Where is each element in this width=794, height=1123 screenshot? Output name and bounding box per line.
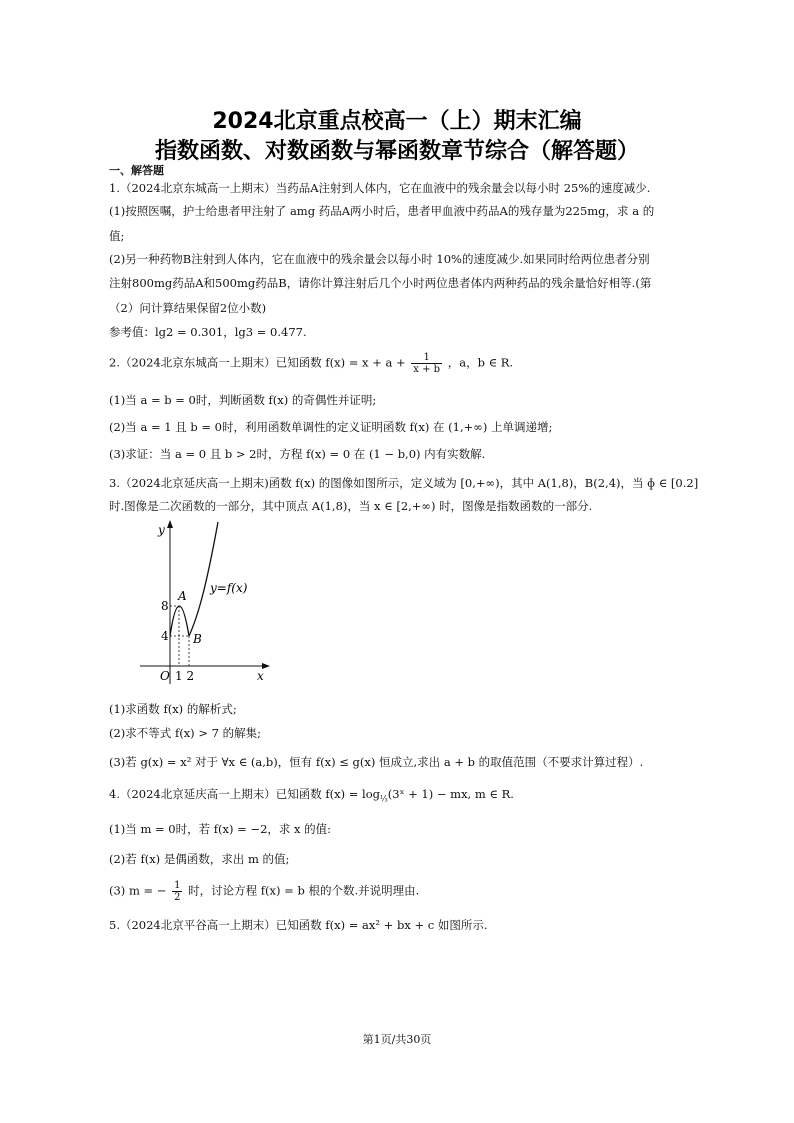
y-tick-4: 4 [161, 629, 169, 643]
document-subtitle: 指数函数、对数函数与幂函数章节综合（解答题） [154, 139, 639, 164]
q2-fraction-numerator: 1 [411, 352, 442, 364]
q4-fraction [172, 880, 182, 903]
q3-function-graph [140, 518, 280, 688]
q1-part2-note: （2）问计算结果保留2位小数) [109, 301, 267, 315]
q4-part3-tail: 时，讨论方程 f(x) = b 根的个数.并说明理由. [188, 883, 420, 898]
q4-fraction-denominator: 2 [174, 892, 181, 903]
q3-part1: (1)求函数 f(x) 的解析式; [109, 702, 237, 716]
document-title: 2024北京重点校高一（上）期末汇编 [212, 109, 582, 134]
q2-stem [109, 352, 513, 375]
q1-part1: (1)按照医嘱，护士给患者甲注射了 amg 药品A两小时后，患者甲血液中药品A的残存量为225mg，求 a 的 [109, 204, 655, 218]
q4-part3-lead: (3) m = − [109, 883, 167, 898]
q4-stem [109, 786, 514, 807]
parabola-curve [170, 606, 189, 636]
q2-part3: (3)求证：当 a = 0 且 b > 2时，方程 f(x) = 0 在 (1 − b,0) 内有实数解. [109, 447, 486, 461]
q3-stem-cont: 时.图像是二次函数的一部分，其中顶点 A(1,8)，当 x ∈ [2,+∞) 时，图像是指数函数的一部分. [109, 499, 593, 513]
x-axis-label: x [257, 669, 264, 683]
section-heading: 一、解答题 [109, 164, 164, 177]
point-a-label: A [178, 589, 187, 603]
y-axis-arrow [167, 520, 173, 528]
q4-stem-tail: (3ˣ + 1) − mx, m ∈ R. [387, 787, 514, 801]
q3-stem: 3.（2024北京延庆高一上期末)函数 f(x) 的图像如图所示，定义域为 [0,+∞)，其中 A(1,8)，B(2,4)，当 ɸ ∈ [0.2] [109, 476, 699, 490]
q3-part3: (3)若 g(x) = x² 对于 ∀x ∈ (a,b)，恒有 f(x) ≤ g(x) 恒成立,求出 a + b 的取值范围（不要求计算过程）. [109, 755, 644, 769]
y-tick-8: 8 [161, 599, 169, 613]
q2-stem-tail: ，a，b ∈ R. [447, 355, 514, 370]
q5-stem: 5.（2024北京平谷高一上期末）已知函数 f(x) = ax² + bx + c 如图所示. [109, 918, 488, 932]
q1-reference: 参考值：lg2 = 0.301，lg3 = 0.477. [109, 325, 307, 339]
origin-label: O [160, 669, 170, 683]
q4-log-base: ⅓ [380, 794, 388, 804]
q2-part1: (1)当 a = b = 0时，判断函数 f(x) 的奇偶性并证明; [109, 393, 377, 407]
page-footer: 第1页/共30页 [362, 1033, 432, 1046]
q2-part2: (2)当 a = 1 且 b = 0时，利用函数单调性的定义证明函数 f(x) 在 (1,+∞) 上单调递增; [109, 420, 553, 434]
q4-part1: (1)当 m = 0时，若 f(x) = −2，求 x 的值: [109, 822, 332, 836]
q4-stem-text: 4.（2024北京延庆高一上期末）已知函数 f(x) = log [109, 787, 381, 801]
point-b-label: B [193, 632, 202, 646]
q3-part2: (2)求不等式 f(x) > 7 的解集; [109, 726, 261, 740]
q1-part2: (2)另一种药物B注射到人体内，它在血液中的残余量会以每小时 10%的速度减少.如果同时给两位患者分别 [109, 252, 650, 266]
exponential-curve [189, 522, 218, 636]
q4-part3 [109, 880, 419, 903]
y-axis-label: y [158, 523, 165, 537]
x-ticks: 1 2 [175, 669, 195, 683]
curve-label: y=f(x) [210, 581, 248, 595]
q4-part2: (2)若 f(x) 是偶函数，求出 m 的值; [109, 852, 290, 866]
q1-part1-cont: 值; [109, 229, 125, 243]
q2-fraction-denominator: x + b [413, 364, 441, 375]
q4-fraction-numerator: 1 [174, 880, 181, 891]
q1-stem: 1.（2024北京东城高一上期末）当药品A注射到人体内，它在血液中的残余量会以每小时 25%的速度减少. [109, 181, 651, 195]
q2-fraction [411, 352, 442, 375]
q2-stem-text: 2.（2024北京东城高一上期末）已知函数 f(x) = x + a + [109, 355, 406, 370]
q1-part2-cont: 注射800mg药品A和500mg药品B，请你计算注射后几个小时两位患者体内两种药品的残余量恰好相等.(第 [109, 276, 652, 290]
